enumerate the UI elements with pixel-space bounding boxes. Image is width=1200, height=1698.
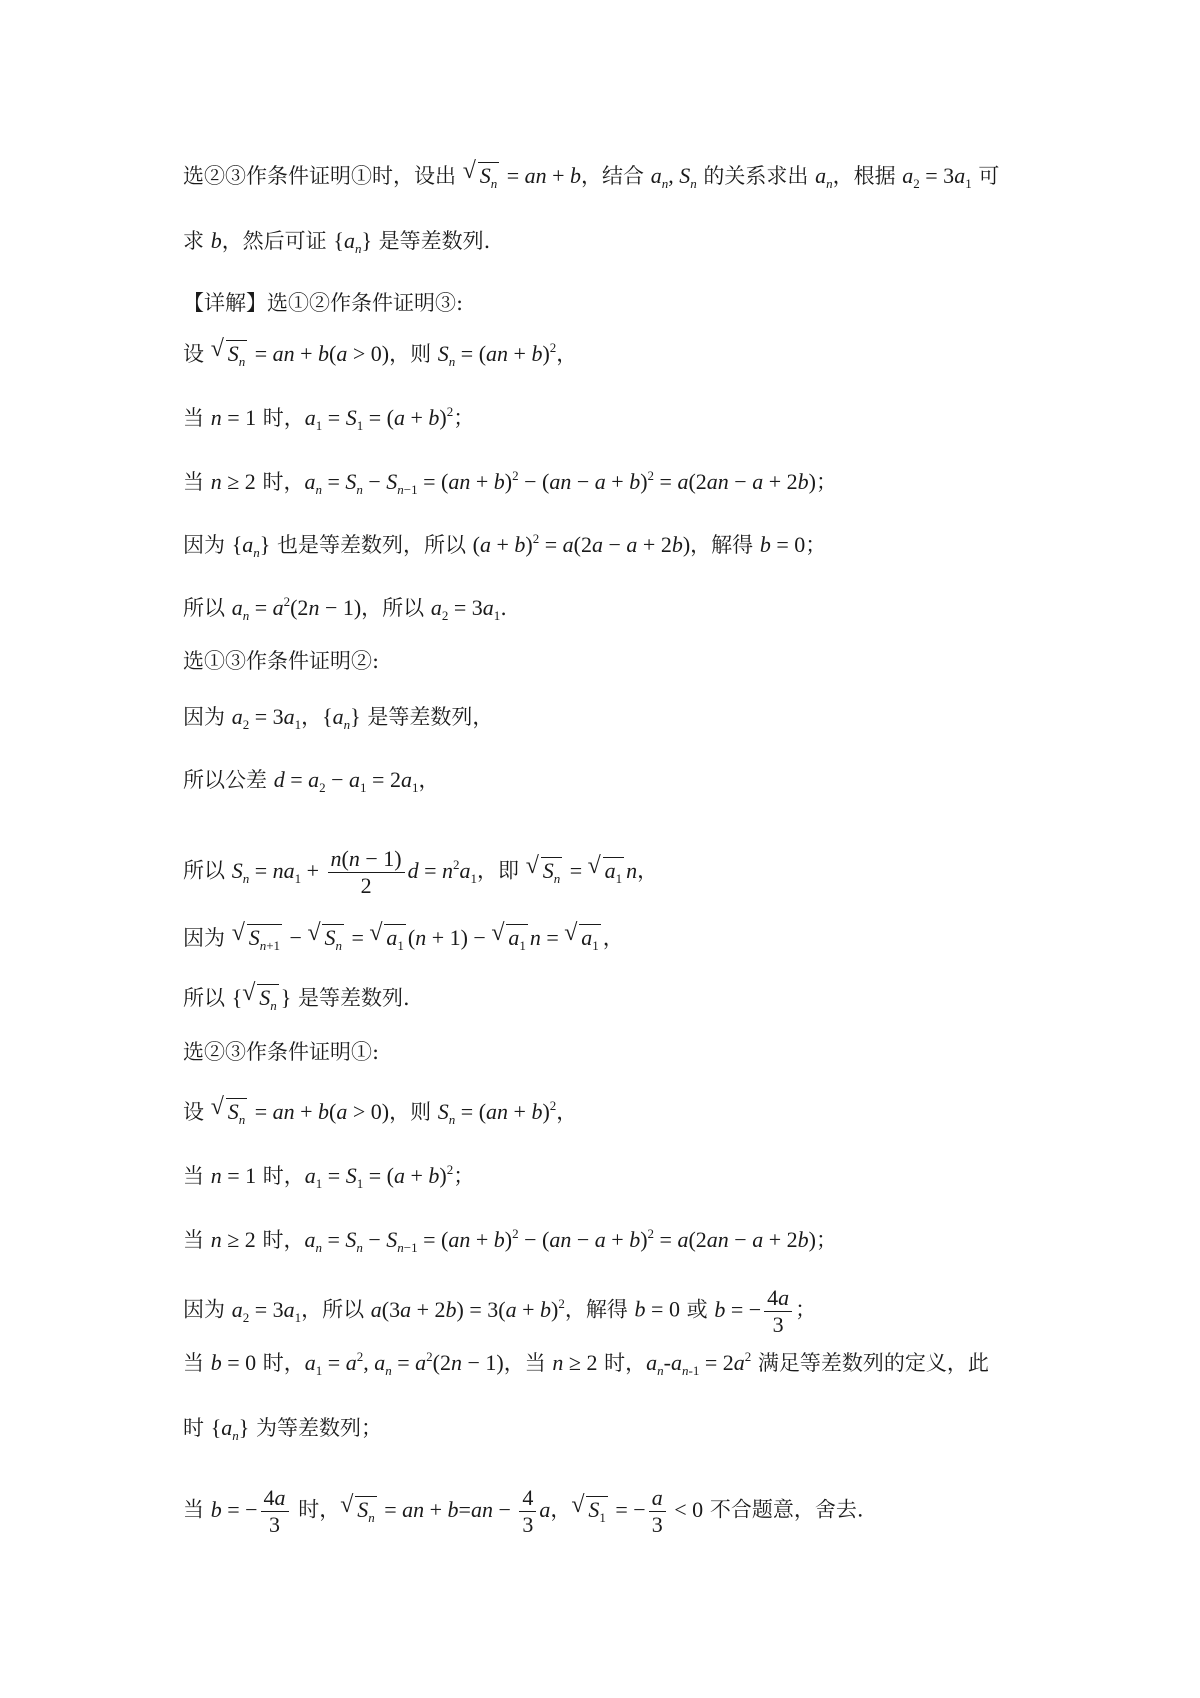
text-line-7: 因为 $\{a_n\}$ 也是等差数列，所以 $(a + b)^2 = a(2a - a + 2b)$，解得 b = 0； — [183, 531, 827, 560]
text-line-17: 当 n = 1 时，$a_1 = S_1 = (a + b)^2$； — [183, 1162, 475, 1191]
text-line-18: 当 n ≥ 2 时，$a_n = S_n - S_{n-1} = (an + b)^2 - (an - a + b)^2 = a(2an - a + 2b)$； — [183, 1226, 837, 1255]
text-line-12: 所以 $S_n = na_1$ + $\frac{n(n - 1)}{2}$ $d = n^2a_1$，即 √ $S_n$ = √ $a_1$ n， — [183, 846, 659, 898]
text-line-11: 所以公差 $d = a_2 - a_1 = 2a_1$， — [183, 767, 440, 795]
text-line-16: 设 √ $S_n$ = an + b(a > 0)，则 $S_n = (an + b)^2$， — [183, 1094, 578, 1127]
text-line-15: 选②③作条件证明①: — [183, 1040, 380, 1064]
text-line-14: 所以 { √ $S_n$ } 是等差数列. — [183, 980, 410, 1013]
text-line-6: 当 n ≥ 2 时，$a_n = S_n - S_{n-1} = (an + b)^2 - (an - a + b)^2 = a(2an - a + 2b)$； — [183, 468, 837, 497]
text-line-13: 因为 √ $S_{n+1}$ − √ $S_n$ = √ $a_1$ (n + 1) − √ $a_1$ n = √ $a_1$ ， — [183, 920, 624, 953]
text-line-19: 因为 $a_2 = 3a_1$，所以 $a(3a + 2b) = 3(a + b)^2$，解得 b = 0 或 b = − $\frac{4a}{3}$ ； — [183, 1285, 817, 1337]
text-line-2: 求 b，然后可证 $\{a_n\}$ 是等差数列. — [183, 228, 491, 256]
text-line-4: 设 √ $S_n$ = an + b(a > 0)，则 $S_n = (an + b)^2$， — [183, 336, 578, 369]
text-line-9: 选①③作条件证明②: — [183, 649, 380, 673]
text-line-5: 当 n = 1 时，$a_1 = S_1 = (a + b)^2$； — [183, 404, 475, 433]
text-line-20: 当 b = 0 时，$a_1 = a^2$, $a_n = a^2(2n - 1)$，当 n ≥ 2 时，$a_n-a_{n-1} = 2a^2$ 满足等差数列的定义，此 — [183, 1349, 989, 1378]
text-line-21: 时 $\{a_n\}$ 为等差数列； — [183, 1415, 382, 1443]
text-line-10: 因为 $a_2 = 3a_1$，$\{a_n\}$ 是等差数列， — [183, 704, 494, 732]
text-line-1: 选②③作条件证明①时，设出 √ $S_n$ = an + b，结合 $a_n$, $S_n$ 的关系求出 $a_n$，根据 $a_2 = 3a_1$ 可 — [183, 158, 1000, 191]
text-line-3: 【详解】选①②作条件证明③: — [183, 291, 464, 315]
text-line-22: 当 b = − $\frac{4a}{3}$ 时， √ $S_n$ = an + b=an − $\frac{4}{3}$ a， √ $S_1$ = − $\frac{a}{3}$ < 0 不合题意，舍去. — [183, 1485, 864, 1537]
text-line-8: 所以 $a_n = a^2(2n - 1)$，所以 $a_2 = 3a_1$. — [183, 594, 507, 623]
